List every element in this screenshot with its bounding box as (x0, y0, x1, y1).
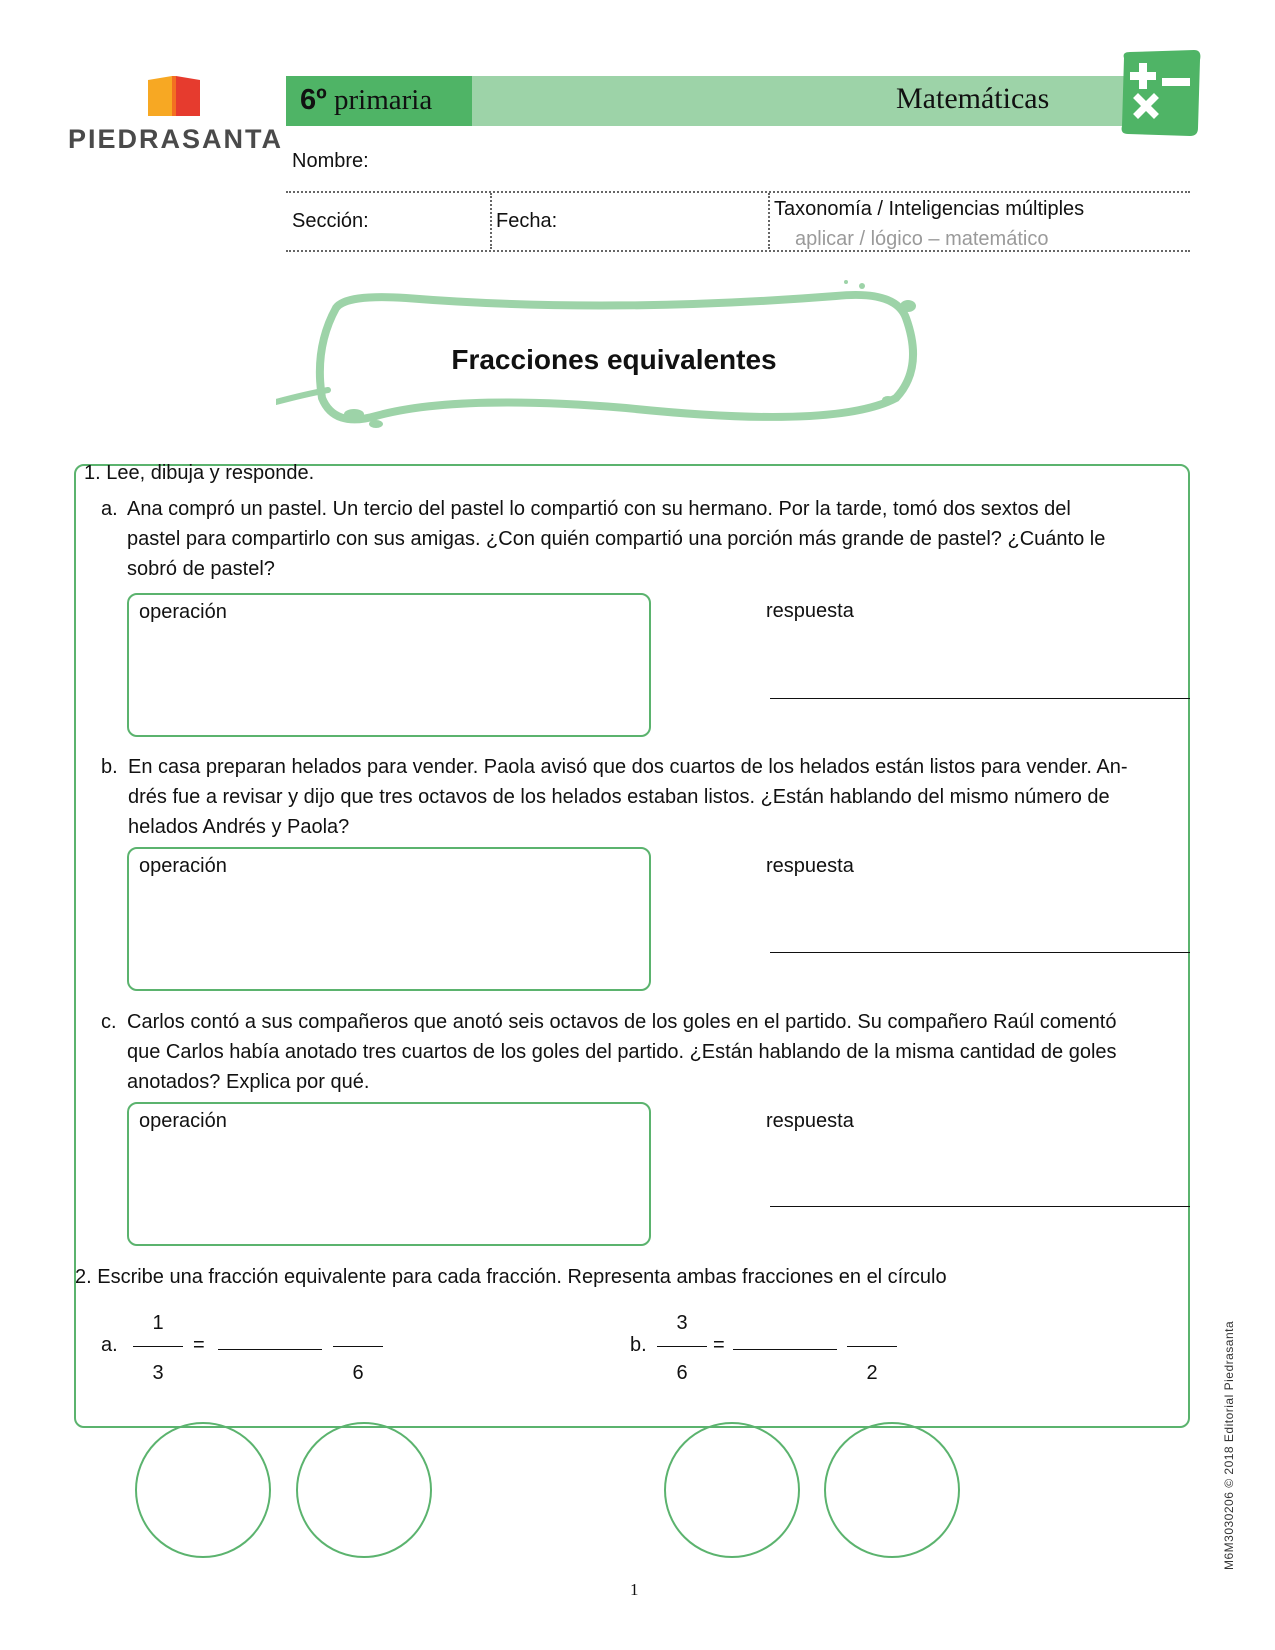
name-dotted-line (286, 191, 1190, 193)
field-divider (768, 193, 770, 249)
answer-line[interactable] (770, 1206, 1190, 1207)
page-title: Fracciones equivalentes (451, 344, 777, 375)
taxonomy-label: Taxonomía / Inteligencias múltiples (774, 198, 1085, 220)
publisher-logo (68, 68, 284, 168)
operation-box[interactable] (127, 593, 651, 737)
copyright-credit: M6M3030206 © 2018 Editorial Piedrasanta (1222, 1320, 1236, 1570)
item-a-text-line: Ana compró un pastel. Un tercio del pastel lo compartió con su hermano. Por la tarde, tomó dos sextos del (127, 498, 1071, 520)
operation-box[interactable] (127, 1102, 651, 1246)
item-c-text-line: que Carlos había anotado tres cuartos de los goles del partido. ¿Están hablando de la misma cantidad de goles (127, 1041, 1117, 1063)
subject-label: Matemáticas (896, 82, 1050, 115)
page-number: 1 (630, 1580, 639, 1599)
exercise-2-heading: 2. Escribe una fracción equivalente para cada fracción. Representa ambas fracciones en el círculo (75, 1266, 947, 1288)
fraction-denominator: 6 (352, 1362, 364, 1384)
item-b-text-line: En casa preparan helados para vender. Paola avisó que dos cuartos de los helados están listos para vender. An- (128, 756, 1128, 778)
field-divider (490, 193, 492, 249)
item-b-text-line: helados Andrés y Paola? (128, 816, 350, 838)
answer-line[interactable] (770, 952, 1190, 953)
taxonomy-value: aplicar / lógico – matemático (795, 228, 1049, 250)
answer-label: respuesta (766, 1110, 854, 1132)
grade-word: primaria (333, 84, 433, 116)
grade-label (300, 84, 432, 117)
item-c-text-line: Carlos contó a sus compañeros que anotó seis octavos de los goles en el partido. Su compañero Raúl comentó (127, 1011, 1117, 1033)
item-a-text-line: pastel para compartirlo con sus amigas. ¿Con quién compartió una porción más grande de pastel? ¿Cuánto le (127, 528, 1106, 550)
equals-sign: = (193, 1334, 205, 1356)
equals-sign: = (713, 1334, 725, 1356)
item-c-text-line: anotados? Explica por qué. (127, 1071, 370, 1093)
operation-label: operación (139, 855, 227, 877)
fraction-denominator: 3 (152, 1362, 164, 1384)
operation-box[interactable] (127, 847, 651, 991)
fields-bottom-line (286, 250, 1190, 252)
item-letter: b. (630, 1334, 647, 1356)
item-letter: c. (101, 1011, 117, 1033)
grade-number: 6º (300, 84, 327, 116)
item-b-text-line: drés fue a revisar y dijo que tres octavos de los helados estaban listos. ¿Están hablando del mismo número de (128, 786, 1110, 808)
answer-blank[interactable] (733, 1349, 837, 1350)
math-operations-icon (1118, 50, 1202, 138)
fraction-numerator: 1 (152, 1312, 164, 1334)
answer-label: respuesta (766, 855, 854, 877)
fraction-numerator: 3 (676, 1312, 688, 1334)
fraction-bar (657, 1346, 707, 1347)
answer-blank[interactable] (333, 1346, 383, 1347)
answer-label: respuesta (766, 600, 854, 622)
fraction-circle[interactable] (824, 1422, 960, 1558)
item-letter: b. (101, 756, 118, 778)
name-label: Nombre: (292, 150, 369, 172)
fraction-circle[interactable] (135, 1422, 271, 1558)
operation-label: operación (139, 601, 227, 623)
logo-text: PIEDRASANTA (68, 124, 284, 154)
answer-blank[interactable] (847, 1346, 897, 1347)
item-letter: a. (101, 498, 118, 520)
date-label: Fecha: (496, 210, 558, 232)
item-letter: a. (101, 1334, 118, 1356)
fraction-denominator: 6 (676, 1362, 688, 1384)
exercise-1-heading: 1. Lee, dibuja y responde. (84, 462, 315, 484)
operation-label: operación (139, 1110, 227, 1132)
answer-blank[interactable] (218, 1349, 322, 1350)
book-logo-icon (146, 72, 202, 120)
item-a-text-line: sobró de pastel? (127, 558, 275, 580)
fraction-circle[interactable] (664, 1422, 800, 1558)
fraction-bar (133, 1346, 183, 1347)
fraction-circle[interactable] (296, 1422, 432, 1558)
answer-line[interactable] (770, 698, 1190, 699)
fraction-denominator: 2 (866, 1362, 878, 1384)
section-label: Sección: (292, 210, 369, 232)
